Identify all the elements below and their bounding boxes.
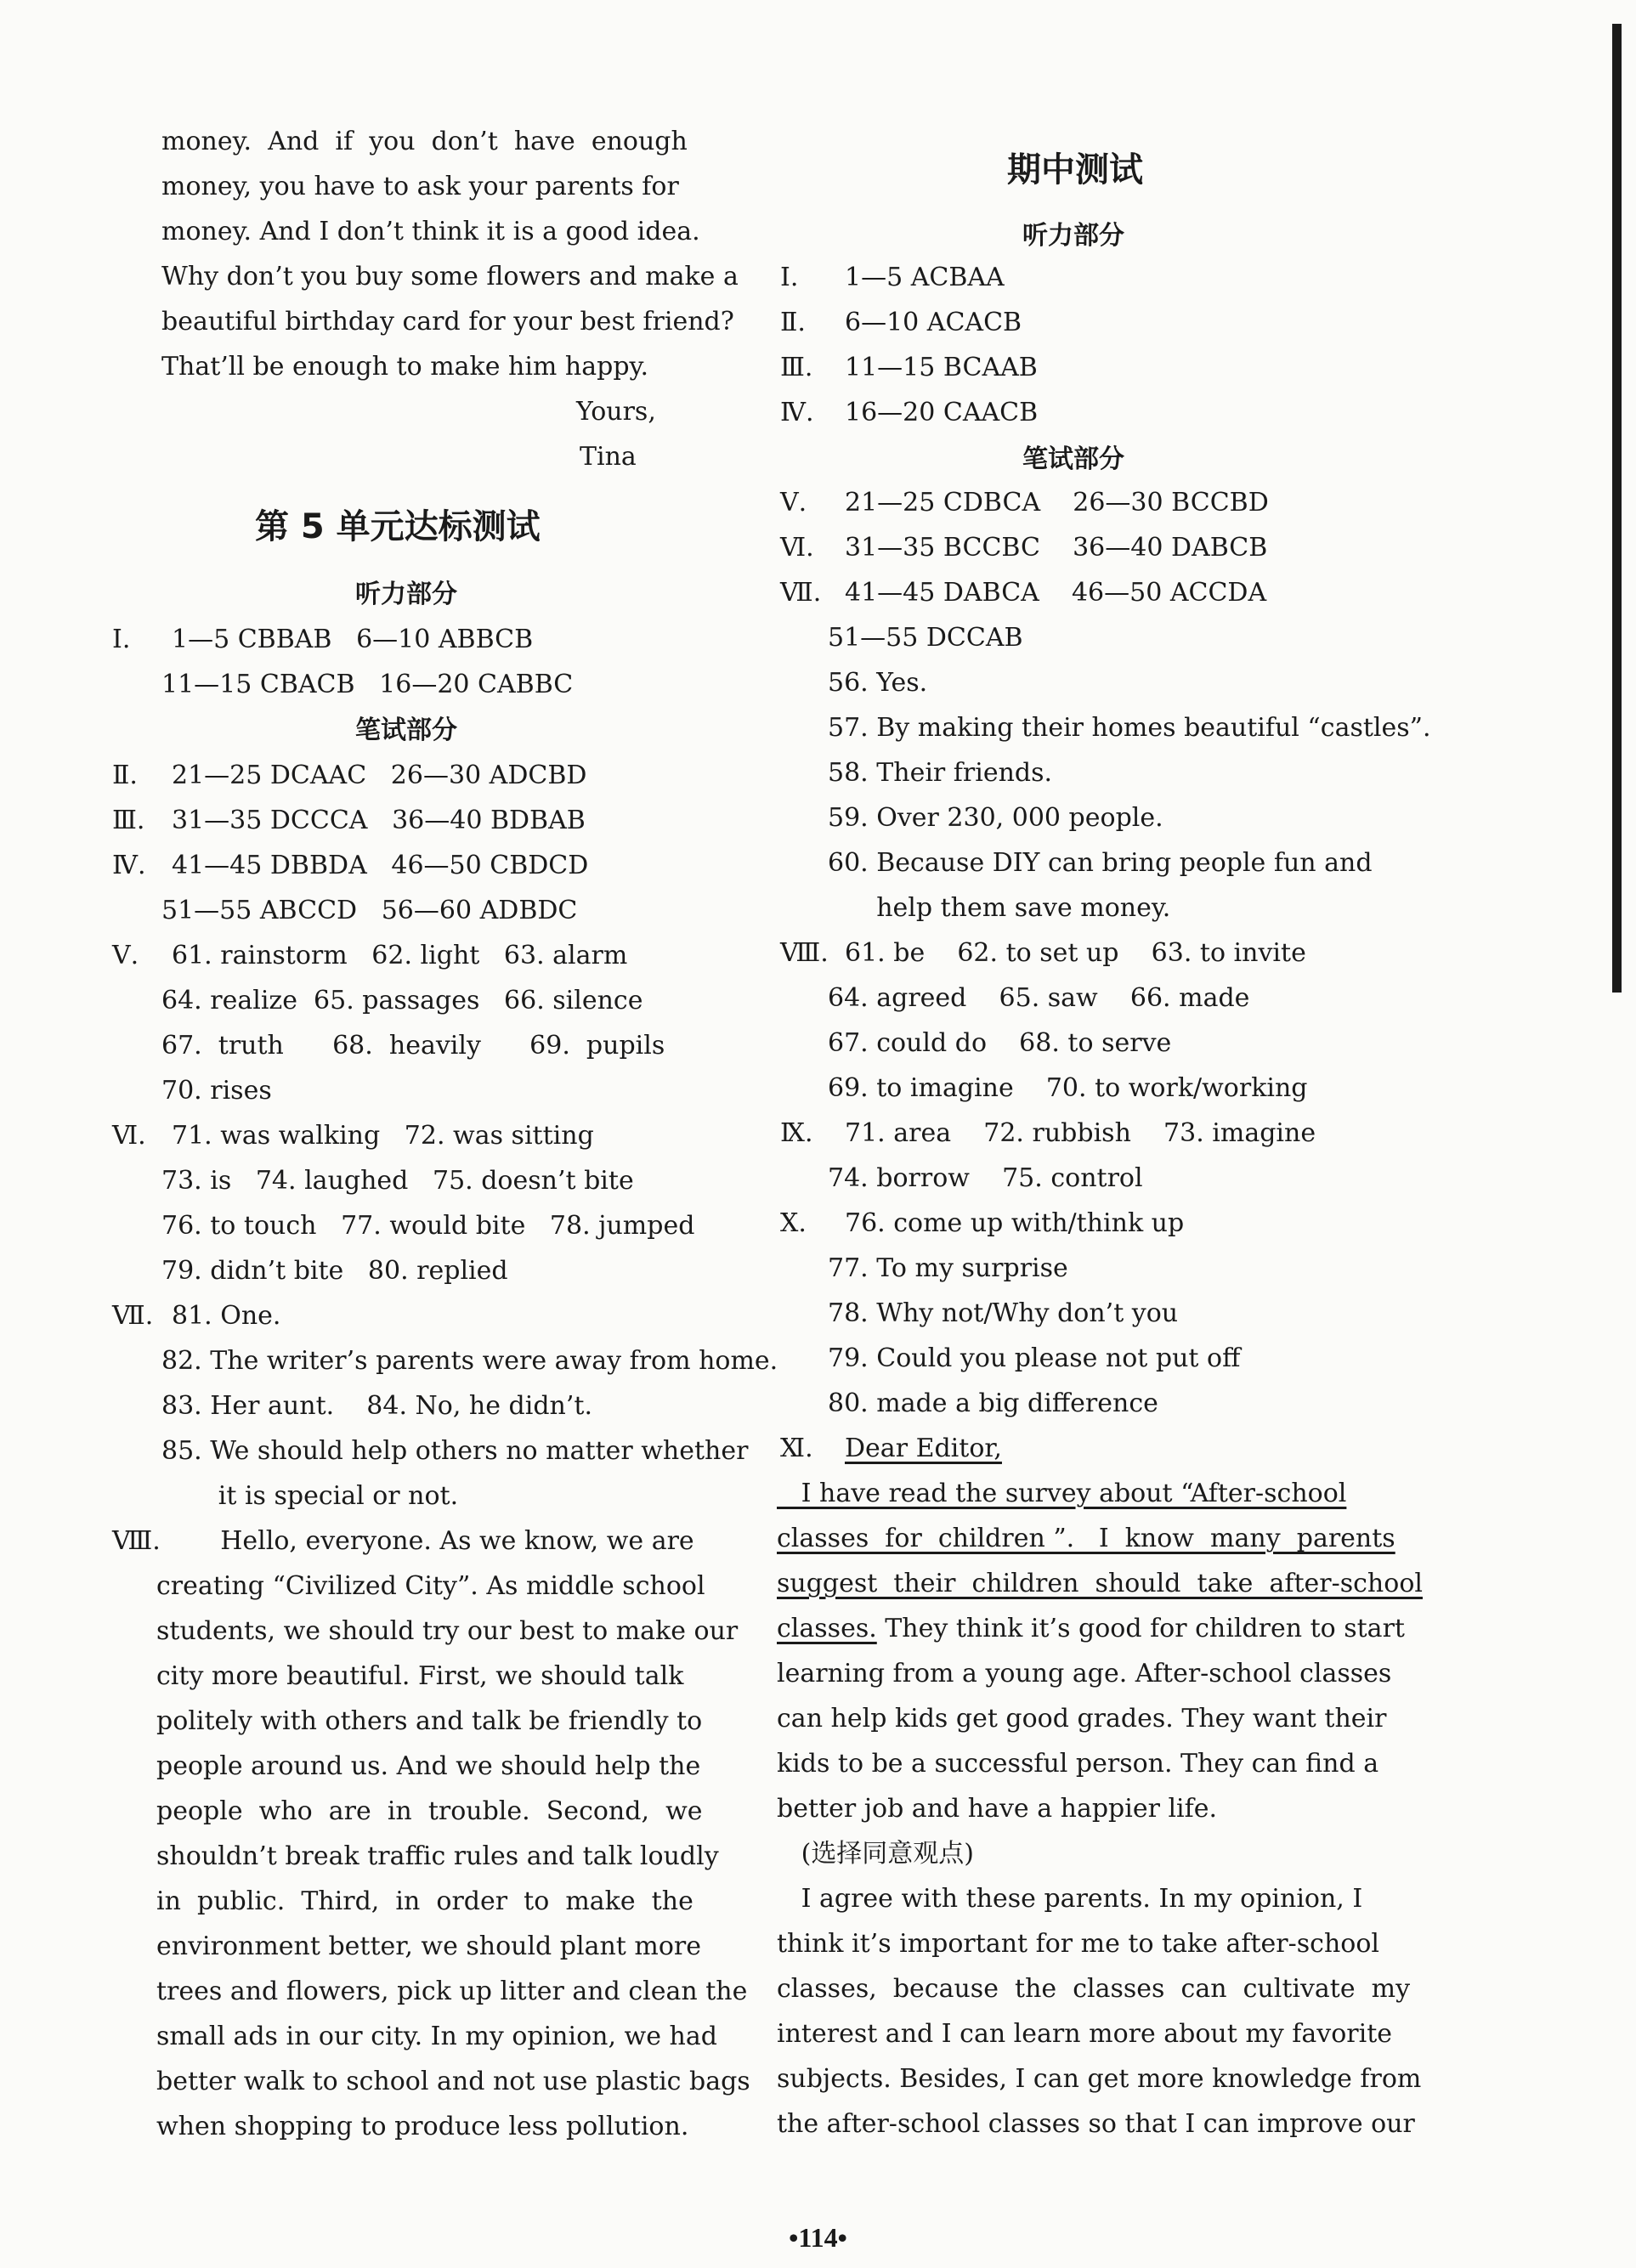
answer-line: 67. truth 68. heavily 69. pupils [161, 1031, 665, 1060]
answer-line: 59. Over 230, 000 people. [828, 803, 1163, 833]
essay-line: think it’s important for me to take after-school [777, 1929, 1379, 1959]
essay-line: students, we should try our best to make our [156, 1616, 739, 1646]
section-number: Ⅲ. [780, 353, 813, 382]
letter-line: Why don’t you buy some flowers and make a [161, 262, 739, 291]
section-9-line [780, 1111, 1316, 1156]
answer-line: 31—35 BCCBC 36—40 DABCB [845, 533, 1268, 563]
section-10-line [780, 1201, 1184, 1246]
essay-line: politely with others and talk be friendly to [156, 1706, 703, 1736]
answer-line: 57. By making their homes beautiful “castles”. [828, 713, 1431, 743]
section-number: Ⅴ. [112, 941, 139, 970]
section-3-line [112, 798, 586, 843]
answer-line: 61. rainstorm 62. light 63. alarm [172, 941, 628, 970]
listening-line [780, 390, 1038, 435]
answer-line: 73. is 74. laughed 75. doesn’t bite [161, 1166, 634, 1196]
answer-line: 79. didn’t bite 80. replied [161, 1256, 508, 1286]
answer-line: 85. We should help others no matter whether [161, 1436, 749, 1466]
essay-line: people around us. And we should help the [156, 1751, 701, 1781]
answer-line: 76. come up with/think up [845, 1208, 1185, 1238]
essay-line: subjects. Besides, I can get more knowledge from [777, 2064, 1422, 2094]
section-7-line [112, 1293, 280, 1338]
essay-line: city more beautiful. First, we should talk [156, 1661, 684, 1691]
section-6-line [780, 525, 1267, 570]
answer-line: 16—20 CAACB [845, 398, 1039, 427]
underlined-line: I have read the survey about “After-school [777, 1479, 1347, 1508]
essay-note: (选择同意观点) [777, 1839, 975, 1869]
listening-line [780, 255, 1005, 300]
listening-heading: 听力部分 [355, 580, 457, 609]
answer-line: 64. agreed 65. saw 66. made [828, 983, 1250, 1013]
answer-line: 21—25 DCAAC 26—30 ADCBD [172, 761, 587, 790]
letter-line: money. And I don’t think it is a good idea. [161, 217, 700, 246]
essay-line: people who are in trouble. Second, we [156, 1796, 703, 1826]
written-heading: 笔试部分 [1022, 444, 1124, 474]
answer-line: 76. to touch 77. would bite 78. jumped [161, 1211, 695, 1241]
essay-line: better walk to school and not use plastic bags [156, 2067, 750, 2096]
section-number: Ⅲ. [112, 806, 145, 835]
answer-line: 21—25 CDBCA 26—30 BCCBD [845, 488, 1269, 518]
section-7-line [780, 570, 1266, 615]
answer-line: 1—5 ACBAA [845, 263, 1005, 292]
answer-line: 51—55 DCCAB [828, 623, 1023, 653]
answer-line: 61. be 62. to set up 63. to invite [845, 938, 1306, 968]
underlined-fragment: classes. [777, 1614, 877, 1643]
answer-line: 83. Her aunt. 84. No, he didn’t. [161, 1391, 592, 1421]
section-number: Ⅳ. [112, 851, 146, 880]
answer-line: 81. One. [172, 1301, 281, 1331]
section-1-line [112, 617, 533, 662]
listening-line [780, 300, 1022, 345]
answer-line: 79. Could you please not put off [828, 1343, 1241, 1373]
essay-line: small ads in our city. In my opinion, we had [156, 2022, 717, 2051]
essay-line: kids to be a successful person. They can find a [777, 1749, 1379, 1779]
answer-line: 77. To my surprise [828, 1253, 1068, 1283]
answer-line: 71. area 72. rubbish 73. imagine [845, 1118, 1316, 1148]
essay-line [777, 1606, 1405, 1651]
section-number: Ⅰ. [780, 263, 799, 292]
answer-line: 78. Why not/Why don’t you [828, 1298, 1179, 1328]
section-number: Ⅹ. [780, 1208, 807, 1238]
listening-heading: 听力部分 [1022, 221, 1124, 251]
unit-title: 第 5 单元达标测试 [255, 507, 541, 546]
essay-fragment: They think it’s good for children to start [876, 1614, 1405, 1643]
section-4-line [112, 843, 588, 888]
answer-line: 41—45 DABCA 46—50 ACCDA [845, 578, 1267, 608]
answer-line: 69. to imagine 70. to work/working [828, 1073, 1308, 1103]
letter-greeting: Dear Editor, [845, 1434, 1002, 1463]
section-number: Ⅺ. [780, 1434, 813, 1463]
letter-line: money, you have to ask your parents for [161, 172, 679, 201]
essay-line: better job and have a happier life. [777, 1794, 1218, 1824]
answer-line: 71. was walking 72. was sitting [172, 1121, 594, 1151]
midterm-title: 期中测试 [1007, 150, 1143, 189]
answer-line: 67. could do 68. to serve [828, 1028, 1172, 1058]
section-8-line [780, 930, 1306, 976]
underlined-line: classes for children ”. I know many parents [777, 1524, 1395, 1553]
essay-line: trees and flowers, pick up litter and clean the [156, 1977, 748, 2006]
letter-signoff: Yours, [576, 397, 656, 427]
section-6-line [112, 1113, 594, 1158]
essay-line: Hello, everyone. As we know, we are [172, 1526, 694, 1556]
essay-line: I agree with these parents. In my opinion, I [777, 1884, 1363, 1914]
answer-line: 74. borrow 75. control [828, 1163, 1143, 1193]
answer-line: 64. realize 65. passages 66. silence [161, 986, 643, 1015]
section-number: Ⅵ. [112, 1121, 146, 1151]
section-number: Ⅱ. [780, 308, 806, 337]
letter-line: money. And if you don’t have enough [161, 127, 688, 156]
section-number: Ⅷ. [112, 1526, 161, 1556]
answer-line: 58. Their friends. [828, 758, 1053, 788]
page-edge-bar [1612, 24, 1622, 993]
section-number: Ⅴ. [780, 488, 807, 518]
section-number: Ⅱ. [112, 761, 138, 790]
section-number: Ⅳ. [780, 398, 814, 427]
section-number: Ⅸ. [780, 1118, 813, 1148]
essay-line: learning from a young age. After-school classes [777, 1659, 1392, 1688]
essay-line: can help kids get good grades. They want their [777, 1704, 1387, 1734]
essay-line: when shopping to produce less pollution. [156, 2112, 689, 2141]
section-number: Ⅶ. [112, 1301, 154, 1331]
answer-line: 1—5 CBBAB 6—10 ABBCB [172, 625, 534, 654]
section-8-line [112, 1519, 694, 1564]
written-heading: 笔试部分 [355, 715, 457, 745]
answer-line: it is special or not. [161, 1481, 459, 1511]
answer-line: help them save money. [828, 893, 1171, 923]
section-2-line [112, 753, 586, 798]
page-number: •114• [789, 2222, 847, 2253]
essay-line: in public. Third, in order to make the [156, 1886, 693, 1916]
essay-line: classes, because the classes can cultivate my [777, 1974, 1411, 2004]
answer-line: 11—15 BCAAB [845, 353, 1038, 382]
answer-line: 51—55 ABCCD 56—60 ADBDC [161, 896, 578, 925]
answer-line: 82. The writer’s parents were away from home. [161, 1346, 778, 1376]
section-5-line [112, 933, 627, 978]
section-11-line [780, 1426, 1002, 1471]
answer-line: 31—35 DCCCA 36—40 BDBAB [172, 806, 586, 835]
essay-line: shouldn’t break traffic rules and talk loudly [156, 1841, 719, 1871]
answer-line: 41—45 DBBDA 46—50 CBDCD [172, 851, 589, 880]
listening-line [780, 345, 1038, 390]
answer-line: 80. made a big difference [828, 1389, 1158, 1418]
answer-line: 11—15 CBACB 16—20 CABBC [161, 670, 574, 699]
letter-line: beautiful birthday card for your best friend? [161, 307, 734, 337]
answer-line: 70. rises [161, 1076, 272, 1106]
section-number: Ⅷ. [780, 938, 829, 968]
answer-line: 60. Because DIY can bring people fun and [828, 848, 1373, 878]
essay-line: interest and I can learn more about my favorite [777, 2019, 1392, 2049]
underlined-line: suggest their children should take after-school [777, 1569, 1423, 1598]
section-number: Ⅶ. [780, 578, 822, 608]
essay-line: environment better, we should plant more [156, 1931, 702, 1961]
section-5-line [780, 480, 1269, 525]
essay-line: the after-school classes so that I can improve our [777, 2109, 1415, 2139]
answer-line: 6—10 ACACB [845, 308, 1022, 337]
section-number: Ⅵ. [780, 533, 814, 563]
letter-signature: Tina [580, 442, 637, 472]
answer-line: 56. Yes. [828, 668, 928, 698]
essay-line: creating “Civilized City”. As middle school [156, 1571, 705, 1601]
section-number: Ⅰ. [112, 625, 131, 654]
letter-line: That’ll be enough to make him happy. [161, 352, 649, 382]
